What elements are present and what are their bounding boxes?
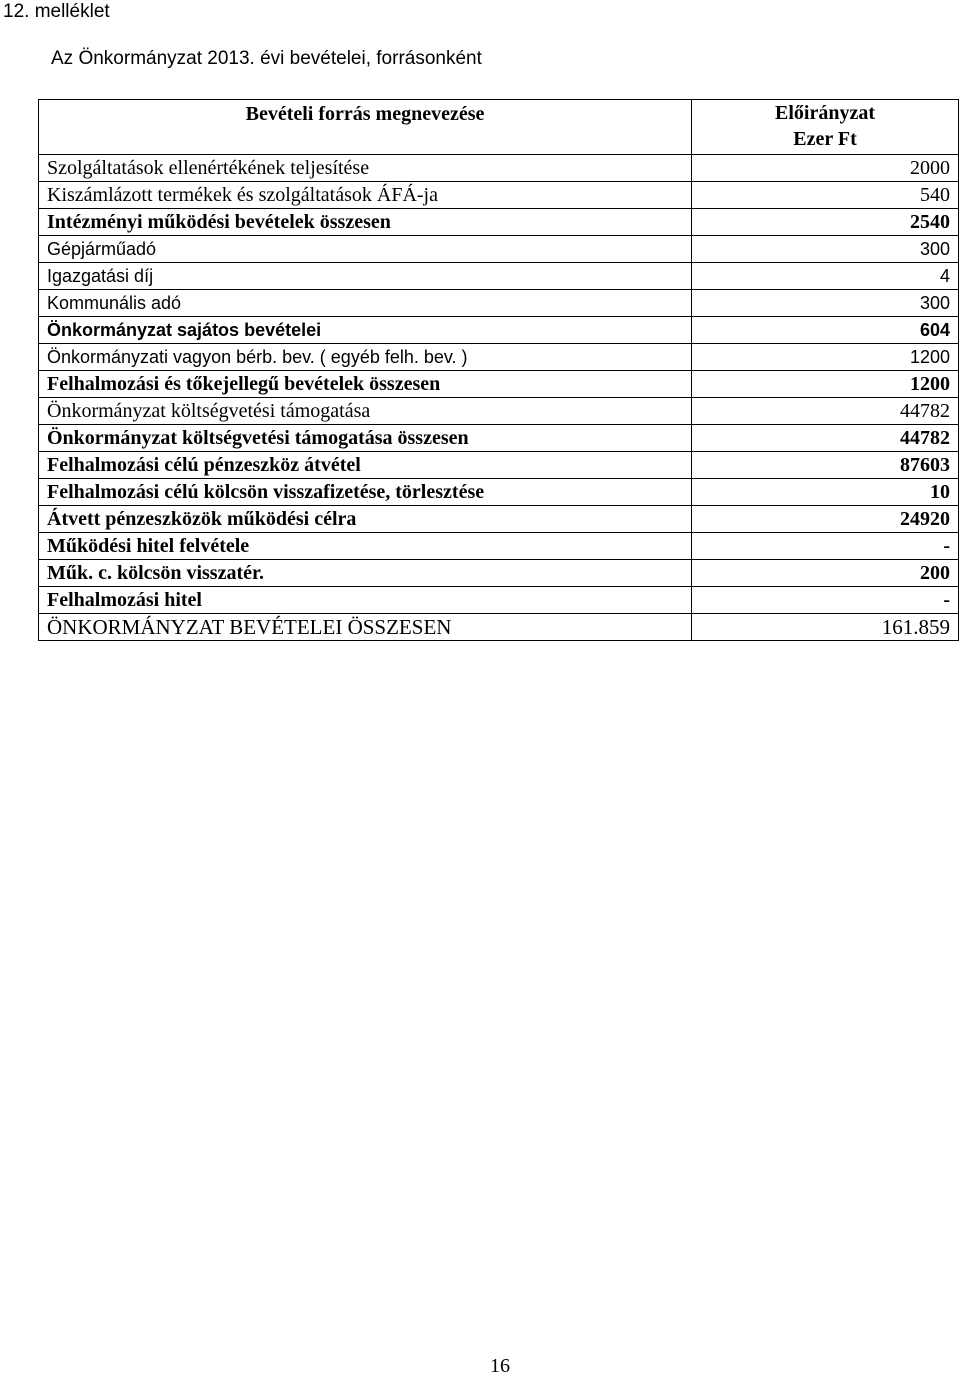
annex-label: 12. melléklet	[3, 1, 110, 22]
row-amount: 300	[692, 236, 959, 263]
row-amount: 44782	[692, 425, 959, 452]
table-row	[39, 290, 959, 317]
table-row	[39, 236, 959, 263]
table-row-subtotal	[39, 209, 959, 236]
row-amount: 10	[692, 479, 959, 506]
row-label: Önkormányzati vagyon bérb. bev. ( egyéb felh. bev. )	[39, 344, 692, 371]
row-label: Műk. c. kölcsön visszatér.	[39, 560, 692, 587]
row-amount: 200	[692, 560, 959, 587]
table-row	[39, 479, 959, 506]
table-row	[39, 182, 959, 209]
row-amount: -	[692, 587, 959, 614]
revenue-table	[38, 99, 959, 641]
row-amount: 2540	[692, 209, 959, 236]
table-row-subtotal	[39, 371, 959, 398]
table-row	[39, 560, 959, 587]
table-row-subtotal	[39, 317, 959, 344]
row-label: Felhalmozási célú kölcsön visszafizetése, törlesztése	[39, 479, 692, 506]
row-label: Működési hitel felvétele	[39, 533, 692, 560]
row-label: Kommunális adó	[39, 290, 692, 317]
row-amount: 87603	[692, 452, 959, 479]
row-label: Önkormányzat költségvetési támogatása összesen	[39, 425, 692, 452]
row-amount: 2000	[692, 155, 959, 182]
column-header-unit: Ezer Ft	[793, 128, 857, 150]
row-label: Felhalmozási hitel	[39, 587, 692, 614]
row-amount: 300	[692, 290, 959, 317]
column-header-appropriation-title: Előirányzat	[775, 102, 875, 124]
row-label: Önkormányzat költségvetési támogatása	[39, 398, 692, 425]
table-row-grand-total	[39, 614, 959, 641]
row-label: Gépjárműadó	[39, 236, 692, 263]
page-title: Az Önkormányzat 2013. évi bevételei, forrásonként	[51, 48, 482, 69]
row-label: Szolgáltatások ellenértékének teljesítése	[39, 155, 692, 182]
row-amount: 1200	[692, 344, 959, 371]
table-row	[39, 155, 959, 182]
row-label: Intézményi működési bevételek összesen	[39, 209, 692, 236]
row-label: Felhalmozási célú pénzeszköz átvétel	[39, 452, 692, 479]
row-amount: 604	[692, 317, 959, 344]
row-amount: 24920	[692, 506, 959, 533]
table-row	[39, 398, 959, 425]
row-amount: 540	[692, 182, 959, 209]
table-row	[39, 533, 959, 560]
table-row	[39, 344, 959, 371]
row-label: Felhalmozási és tőkejellegű bevételek összesen	[39, 371, 692, 398]
table-row	[39, 263, 959, 290]
column-header-source: Bevételi forrás megnevezése	[39, 100, 692, 155]
table-row-subtotal	[39, 425, 959, 452]
row-amount: -	[692, 533, 959, 560]
grand-total-amount: 161.859	[692, 614, 959, 641]
row-label: Kiszámlázott termékek és szolgáltatások ÁFÁ-ja	[39, 182, 692, 209]
table-row	[39, 587, 959, 614]
row-amount: 44782	[692, 398, 959, 425]
table-row	[39, 506, 959, 533]
row-label: Önkormányzat sajátos bevételei	[39, 317, 692, 344]
table-row	[39, 452, 959, 479]
page-number: 16	[490, 1355, 510, 1377]
column-header-appropriation	[692, 100, 959, 155]
table-header-row	[39, 100, 959, 155]
row-label: Átvett pénzeszközök működési célra	[39, 506, 692, 533]
row-amount: 4	[692, 263, 959, 290]
row-label: Igazgatási díj	[39, 263, 692, 290]
grand-total-label: ÖNKORMÁNYZAT BEVÉTELEI ÖSSZESEN	[39, 614, 692, 641]
row-amount: 1200	[692, 371, 959, 398]
